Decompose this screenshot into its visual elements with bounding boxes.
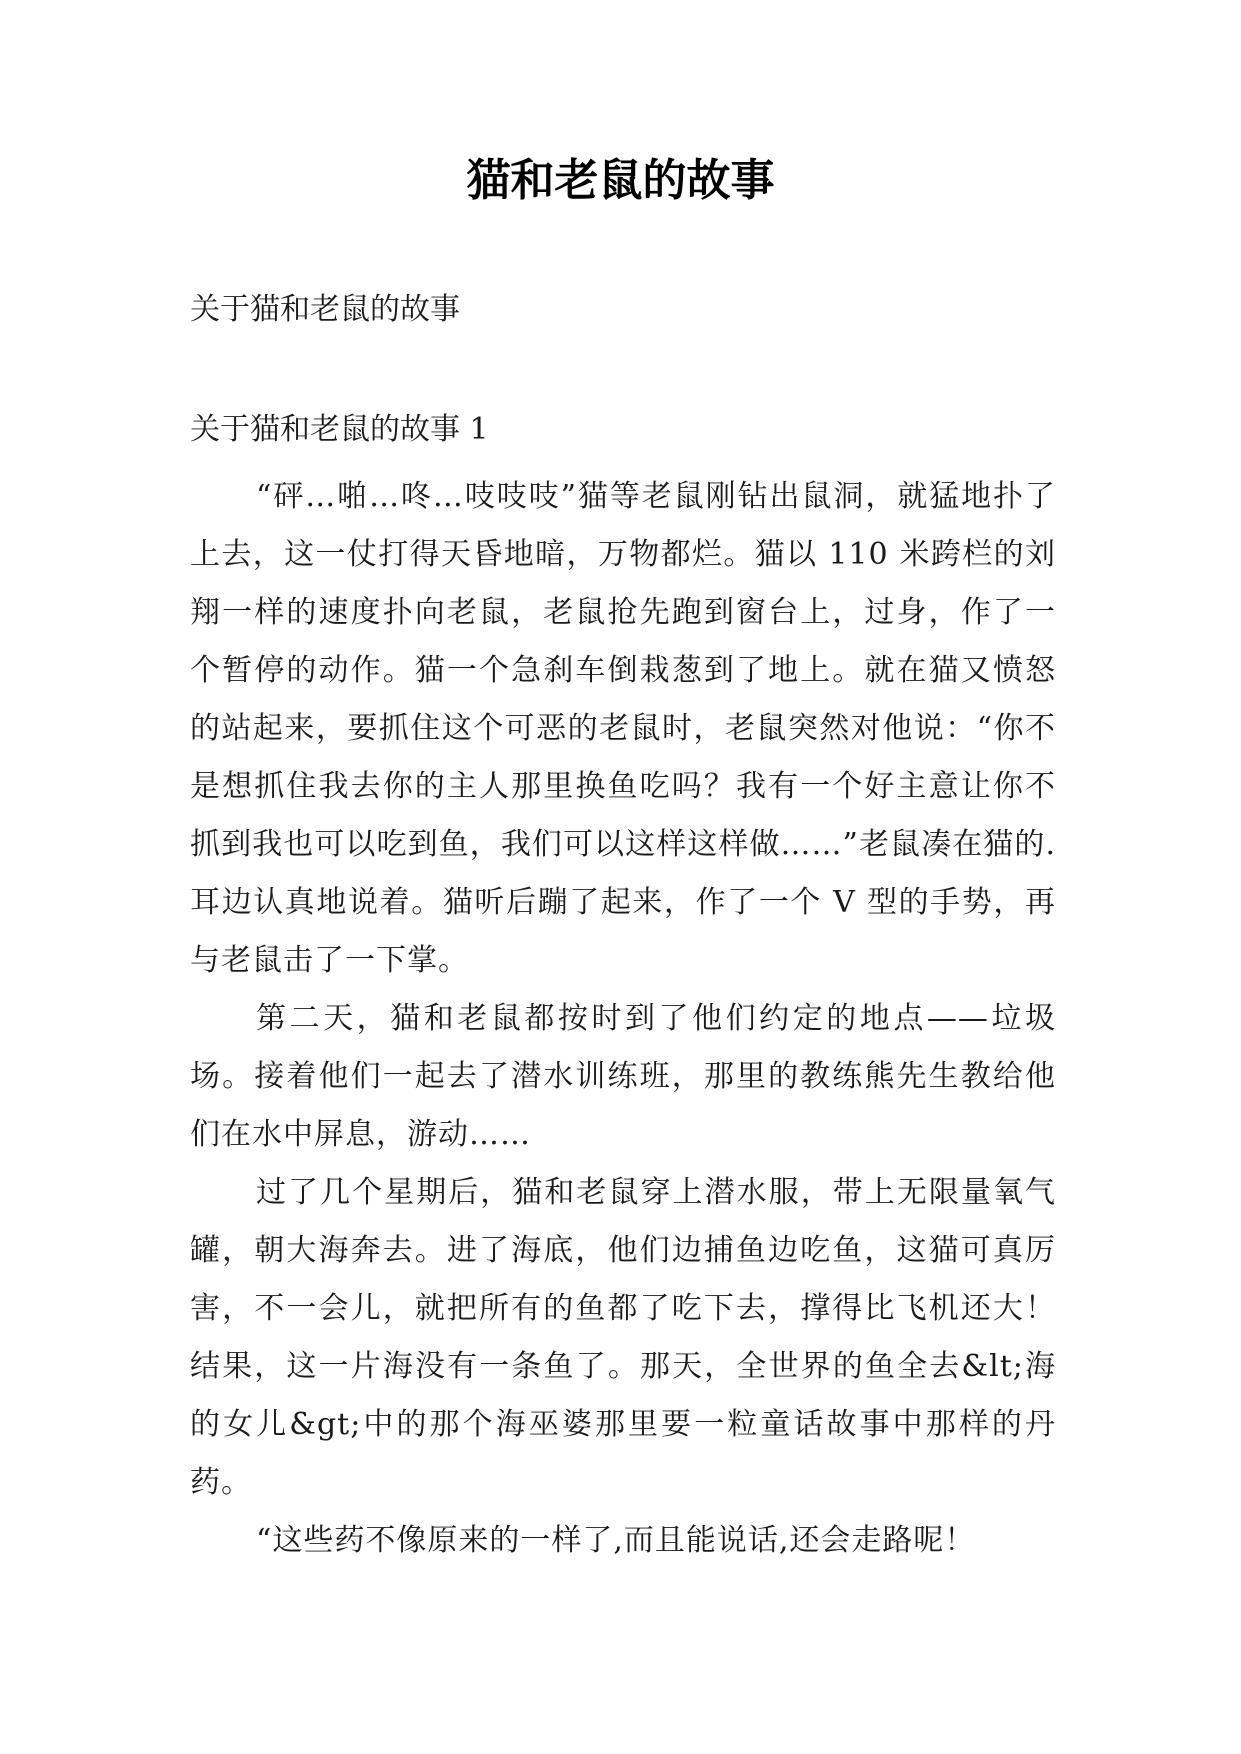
- document-subtitle: 关于猫和老鼠的故事: [190, 292, 460, 327]
- story-paragraph-3: 过了几个星期后，猫和老鼠穿上潜水服，带上无限量氧气罐，朝大海奔去。进了海底，他们边捕鱼边吃鱼，这猫可真厉害，不一会儿，就把所有的鱼都了吃下去，撑得比飞机还大！结果，这一片海没有一条鱼了。那天，全世界的鱼全去&lt;海的女儿&gt;中的那个海巫婆那里要一粒童话故事中那样的丹药。: [190, 1175, 1056, 1500]
- story-paragraph-1: “砰…啪…咚…吱吱吱”猫等老鼠刚钻出鼠洞，就猛地扑了上去，这一仗打得天昏地暗，万物都烂。猫以 110 米跨栏的刘翔一样的速度扑向老鼠，老鼠抢先跑到窗台上，过身，作了一个暂停的动作。猫一个急刹车倒栽葱到了地上。就在猫又愤怒的站起来，要抓住这个可恶的老鼠时，老鼠突然对他说：“你不是想抓住我去你的主人那里换鱼吃吗？我有一个好主意让你不抓到我也可以吃到鱼，我们可以这样这样做……”老鼠凑在猫的.耳边认真地说着。猫听后蹦了起来，作了一个 V 型的手势，再与老鼠击了一下掌。: [190, 479, 1056, 978]
- section-heading: 关于猫和老鼠的故事 1: [190, 412, 489, 447]
- story-paragraph-2: 第二天，猫和老鼠都按时到了他们约定的地点——垃圾场。接着他们一起去了潜水训练班，那里的教练熊先生教给他们在水中屏息，游动……: [190, 1001, 1056, 1152]
- document-title: 猫和老鼠的故事: [466, 155, 775, 206]
- story-body: [190, 468, 1056, 1570]
- story-paragraph-4: “这些药不像原来的一样了,而且能说话,还会走路呢！: [256, 1523, 976, 1558]
